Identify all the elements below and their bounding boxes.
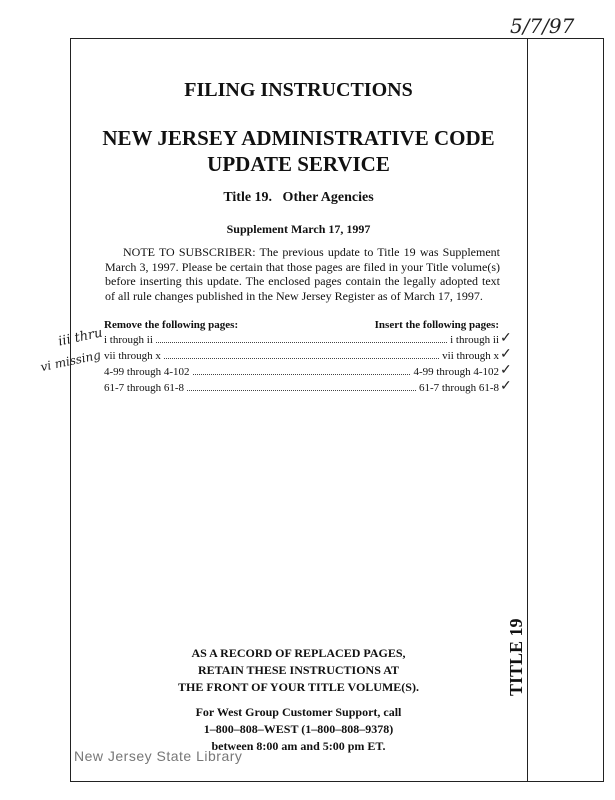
remove-pages: vii through x: [104, 350, 161, 362]
remove-pages: i through ii: [104, 334, 153, 346]
title-subtitle: Title 19. Other Agencies: [223, 190, 374, 205]
remove-header: Remove the following pages:: [104, 319, 239, 331]
remove-pages: 61-7 through 61-8: [104, 382, 185, 394]
insert-pages: 61-7 through 61-8: [418, 382, 499, 394]
table-row: [104, 334, 499, 346]
support-line: between 8:00 am and 5:00 pm ET.: [211, 739, 386, 753]
margin-note: iii thru: [56, 325, 104, 350]
handwritten-date: 5/7/97: [510, 14, 575, 38]
note-to-subscriber: NOTE TO SUBSCRIBER: The previous update to Title 19 was Supplement March 3, 1997. Please be certain that those pages are filed in your Title volume(s) before inserting this update. The enclosed pages contain the legally adopted text of all rule changes published in the New Jersey Register as of March 17, 1997.: [105, 245, 500, 303]
library-stamp: New Jersey State Library: [74, 748, 243, 764]
insert-pages: 4-99 through 4-102: [413, 366, 499, 378]
code-heading: [70, 125, 527, 177]
record-line: AS A RECORD OF REPLACED PAGES,: [191, 646, 406, 660]
record-line: RETAIN THESE INSTRUCTIONS AT: [197, 663, 400, 677]
leader-dots: [156, 334, 447, 343]
insert-header: Insert the following pages:: [374, 319, 499, 331]
record-line: THE FRONT OF YOUR TITLE VOLUME(S).: [178, 680, 419, 694]
heading-line-2: UPDATE SERVICE: [207, 152, 390, 176]
check-mark-icon: ✓: [500, 363, 512, 378]
remove-pages: 4-99 through 4-102: [104, 366, 190, 378]
insert-pages: i through ii: [450, 334, 499, 346]
table-row: [104, 350, 499, 362]
page-title: FILING INSTRUCTIONS: [184, 79, 413, 101]
check-mark-icon: ✓: [500, 331, 512, 346]
check-mark-icon: ✓: [500, 379, 512, 394]
supplement-date: Supplement March 17, 1997: [226, 222, 371, 236]
leader-dots: [164, 350, 439, 359]
record-instructions: [70, 645, 527, 696]
spine-divider: [527, 38, 528, 782]
insert-pages: vii through x: [442, 350, 499, 362]
heading-line-1: NEW JERSEY ADMINISTRATIVE CODE: [102, 126, 495, 150]
leader-dots: [193, 366, 411, 375]
table-row: [104, 366, 499, 378]
leader-dots: [187, 382, 416, 391]
support-line: 1–800–808–WEST (1–800–808–9378): [203, 722, 394, 736]
check-mark-icon: ✓: [500, 347, 512, 362]
margin-note: vi missing: [39, 347, 103, 375]
table-row: [104, 382, 499, 394]
column-headers: [104, 319, 499, 331]
support-line: For West Group Customer Support, call: [195, 705, 402, 719]
spine-label: TITLE 19: [506, 618, 526, 696]
